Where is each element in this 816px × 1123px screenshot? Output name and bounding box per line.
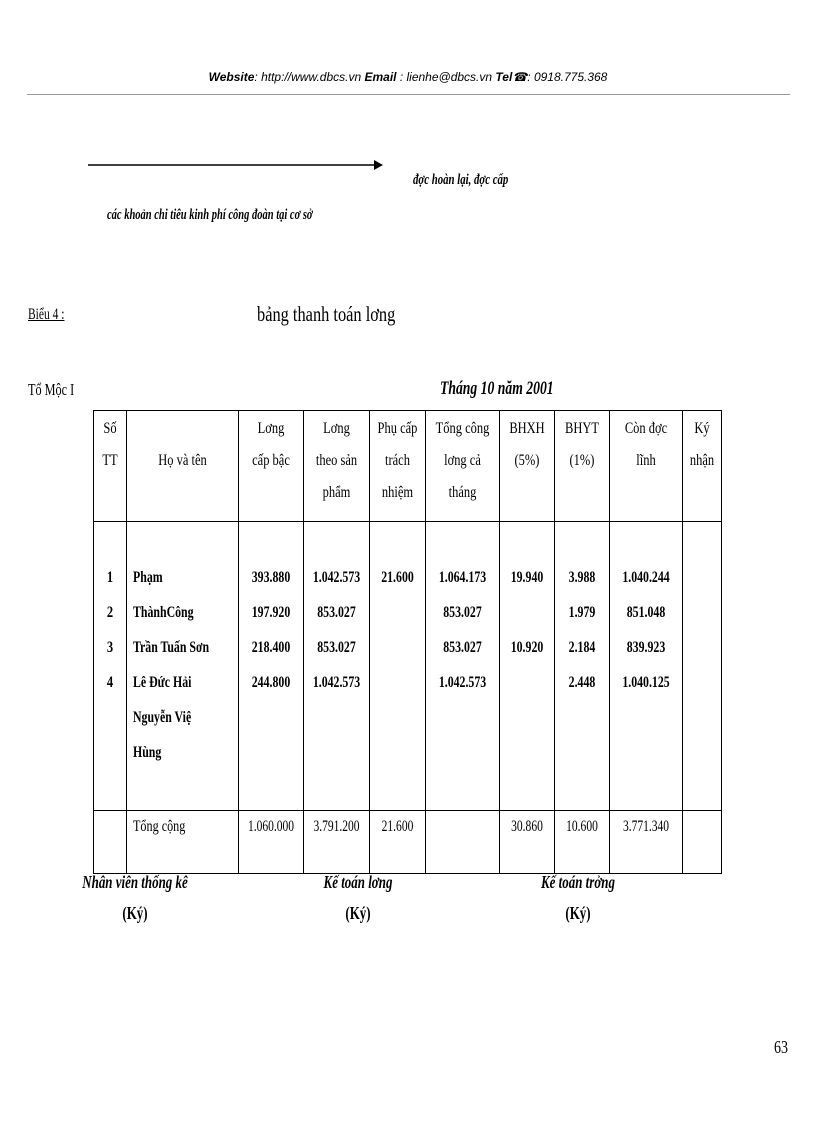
- bhyt-cell: 3.988 1.979 2.184 2.448: [555, 522, 610, 811]
- signature-title: Kế toán lơng: [323, 872, 393, 892]
- team-name: Tổ Mộc I: [28, 380, 75, 399]
- tel-number: ☎: 0918.775.368: [512, 70, 608, 84]
- name-cell: Phạm ThànhCông Trần Tuấn Sơn Lê Đức Hải Nguyễn Việ Hùng: [127, 522, 239, 811]
- total-stt-cell: [94, 811, 127, 874]
- total-label: Tổng cộng: [127, 811, 239, 874]
- header-stt: Số TT: [94, 411, 127, 522]
- signature-title: Nhân viên thống kê: [82, 872, 188, 892]
- website-url[interactable]: : http://www.dbcs.vn: [254, 70, 362, 84]
- header-net-pay: Còn đợc lĩnh: [610, 411, 683, 522]
- signature-title: Kế toán trởng: [541, 872, 615, 892]
- total-base-salary: 1.060.000: [239, 811, 304, 874]
- table-row: [94, 522, 722, 811]
- signature-cell: [683, 522, 722, 811]
- header-product-salary: Lơng theo sản phẩm: [304, 411, 370, 522]
- header-base-salary: Lơng cấp bậc: [239, 411, 304, 522]
- payroll-table: [93, 410, 722, 874]
- allowance-cell: 21.600: [370, 522, 426, 811]
- header-name: Họ và tên: [127, 411, 239, 522]
- bhxh-cell: 19.940 10.920: [500, 522, 555, 811]
- header-allowance: Phụ cấp trách nhiệm: [370, 411, 426, 522]
- total-signature-cell: [683, 811, 722, 874]
- header-bhxh: BHXH (5%): [500, 411, 555, 522]
- header-bhyt: BHYT (1%): [555, 411, 610, 522]
- total-allowance: 21.600: [370, 811, 426, 874]
- header-total-salary: Tổng công lơng cả tháng: [426, 411, 500, 522]
- table-header-row: [94, 411, 722, 522]
- note-expenses: các khoản chi tiêu kinh phí công đoàn tại cơ sở: [107, 207, 313, 223]
- form-title: bảng thanh toán lơng: [257, 302, 396, 326]
- total-total-salary: [426, 811, 500, 874]
- product-salary-cell: 1.042.573 853.027 853.027 1.042.573: [304, 522, 370, 811]
- right-arrow-icon: [88, 158, 383, 172]
- total-bhxh: 30.860: [500, 811, 555, 874]
- email-label: Email: [364, 70, 397, 84]
- note-refund: đợc hoàn lại, đợc cấp: [413, 172, 509, 188]
- signature-statistician: [60, 872, 210, 924]
- total-row: [94, 811, 722, 874]
- total-bhyt: 10.600: [555, 811, 610, 874]
- total-net-pay: 3.771.340: [610, 811, 683, 874]
- signature-sub: (Ký): [345, 903, 371, 923]
- net-pay-cell: 1.040.244 851.048 839.923 1.040.125: [610, 522, 683, 811]
- total-salary-cell: 1.064.173 853.027 853.027 1.042.573: [426, 522, 500, 811]
- base-salary-cell: 393.880 197.920 218.400 244.800: [239, 522, 304, 811]
- email-address[interactable]: : lienhe@dbcs.vn: [396, 70, 493, 84]
- website-label: Website: [208, 70, 255, 84]
- total-product-salary: 3.791.200: [304, 811, 370, 874]
- form-label: Biểu 4 :: [28, 306, 65, 323]
- page-number: 63: [774, 1037, 789, 1057]
- page-header: [0, 70, 816, 84]
- pay-period: Tháng 10 năm 2001: [440, 378, 554, 399]
- stt-cell: 1 2 3 4: [94, 522, 127, 811]
- tel-label: Tel: [495, 70, 513, 84]
- signature-sub: (Ký): [565, 903, 591, 923]
- signature-sub: (Ký): [122, 903, 148, 923]
- header-signature: Ký nhận: [683, 411, 722, 522]
- header-divider: [27, 94, 790, 95]
- signature-chief-accountant: [503, 872, 653, 924]
- signature-payroll-accountant: [283, 872, 433, 924]
